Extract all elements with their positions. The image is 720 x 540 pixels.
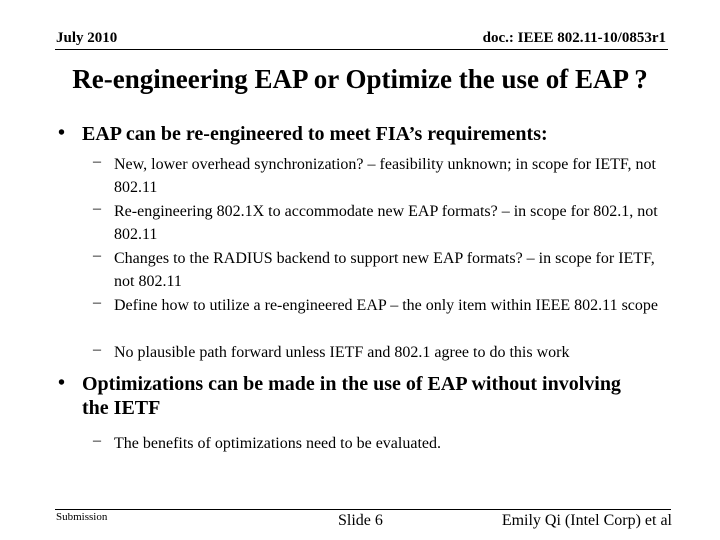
- footer-submission: Submission: [56, 511, 108, 523]
- footer-slide-number: Slide 6: [338, 512, 383, 529]
- sub-bullet-1-3: Changes to the RADIUS backend to support new EAP formats? – in scope for IETF, not 802.11: [114, 250, 655, 290]
- bullet-marker: •: [58, 122, 66, 144]
- header-rule: [55, 49, 668, 50]
- sub-bullet-1-5: No plausible path forward unless IETF and 802.1 agree to do this work: [114, 344, 570, 361]
- bullet-marker: •: [58, 372, 66, 394]
- dash-marker: –: [93, 153, 101, 170]
- footer-rule: [55, 509, 671, 510]
- dash-marker: –: [93, 294, 101, 311]
- sub-bullet-2-1: The benefits of optimizations need to be evaluated.: [114, 435, 441, 452]
- sub-bullet-1-2: Re-engineering 802.1X to accommodate new EAP formats? – in scope for 802.1, not 802.11: [114, 203, 658, 243]
- sub-bullet-1-4: Define how to utilize a re-engineered EAP – the only item within IEEE 802.11 scope: [114, 297, 658, 314]
- sub-bullet-1-1: New, lower overhead synchronization? – feasibility unknown; in scope for IETF, not 802.11: [114, 156, 656, 196]
- dash-marker: –: [93, 200, 101, 217]
- slide-title: Re-engineering EAP or Optimize the use of EAP ?: [72, 64, 648, 94]
- header-date: July 2010: [56, 30, 118, 46]
- bullet-2: Optimizations can be made in the use of EAP without involving the IETF: [82, 373, 621, 419]
- dash-marker: –: [93, 341, 101, 358]
- header-doc-id: doc.: IEEE 802.11-10/0853r1: [482, 30, 666, 46]
- footer-author: Emily Qi (Intel Corp) et al: [501, 512, 672, 529]
- dash-marker: –: [93, 432, 101, 449]
- bullet-1: EAP can be re-engineered to meet FIA’s requirements:: [82, 123, 548, 145]
- dash-marker: –: [93, 247, 101, 264]
